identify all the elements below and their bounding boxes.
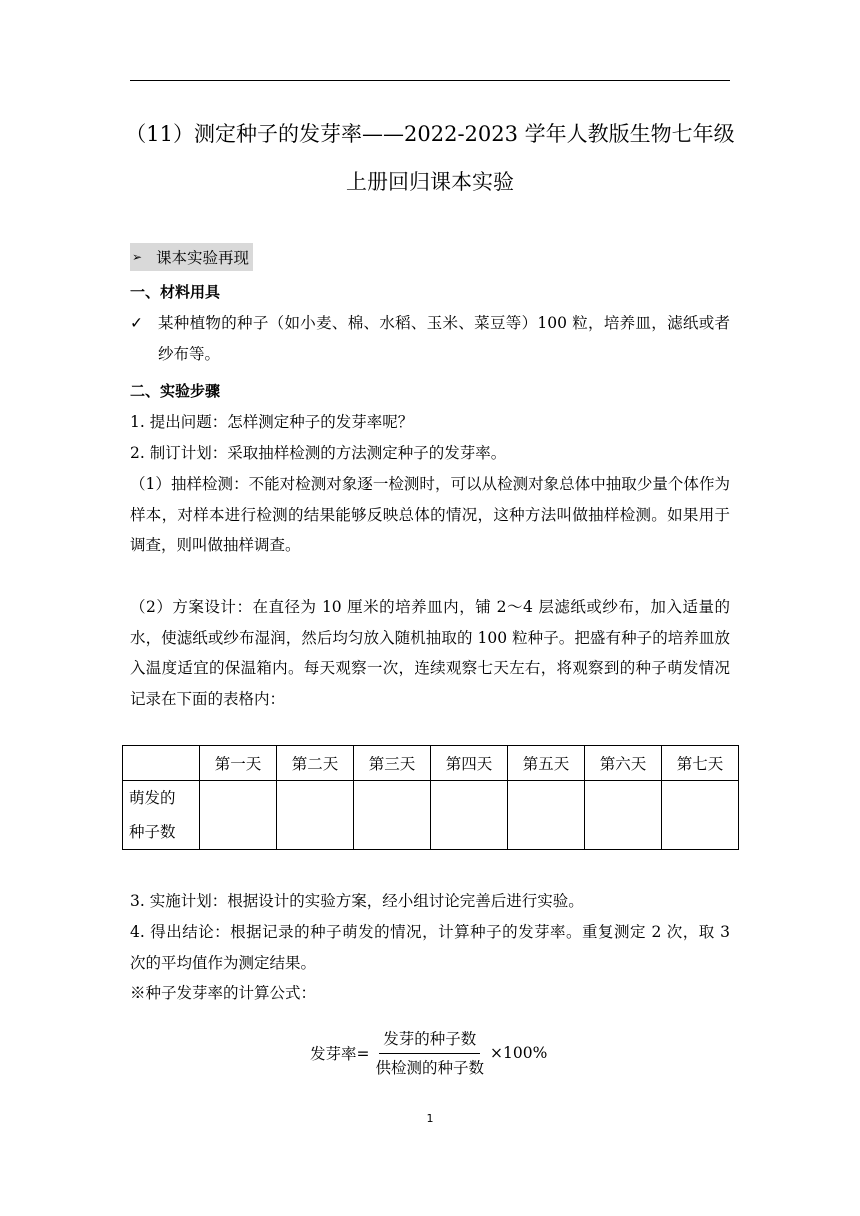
table-header-cell [123,746,200,781]
section-tag-label: 课本实验再现 [156,249,250,267]
table-header-row [123,746,739,781]
materials-heading: 一、材料用具 [130,283,221,301]
formula-lhs: 发芽率= [310,1045,370,1063]
step-1: 1. 提出问题：怎样测定种子的发芽率呢？ [130,413,414,431]
header-rule [130,80,730,81]
table-cell [662,781,739,850]
table-cell [585,781,662,850]
table-header-cell: 第七天 [662,746,739,781]
arrow-right-icon: ➢ [132,250,143,264]
steps-heading: 二、实验步骤 [130,382,221,400]
formula-numerator: 发芽的种子数 [379,1028,480,1054]
step-2: 2. 制订计划：采取抽样检测的方法测定种子的发芽率。 [130,444,507,462]
table-cell [431,781,508,850]
checkmark-icon: ✓ [130,314,143,332]
step-3: 3. 实施计划：根据设计的实验方案，经小组讨论完善后进行实验。 [130,892,584,910]
formula-denominator: 供检测的种子数 [375,1058,485,1077]
germination-formula [310,1023,547,1083]
formula-intro: ※种子发芽率的计算公式： [130,984,317,1002]
materials-item-text: 某种植物的种子（如小麦、棉、水稻、玉米、菜豆等）100 粒，培养皿，滤纸或者纱布等。 [158,314,730,363]
step-4: 4. 得出结论：根据记录的种子萌发的情况，计算种子的发芽率。重复测定 2 次，取 3 次的平均值作为测定结果。 [130,923,730,972]
table-cell [200,781,277,850]
materials-item [130,308,730,369]
table-cell [354,781,431,850]
page-number: 1 [426,1112,434,1125]
section-tag [130,243,253,271]
step-2-sub-2: （2）方案设计：在直径为 10 厘米的培养皿内，铺 2～4 层滤纸或纱布，加入适量的水，使滤纸或纱布湿润，然后均匀放入随机抽取的 100 粒种子。把盛有种子的培养皿放入温度适宜的保温箱内。每天观察一次，连续观察七天左右，将观察到的种子萌发情况记录在下面的表格内： [130,598,730,708]
step-2-sub-1: （1）抽样检测：不能对检测对象逐一检测时，可以从检测对象总体中抽取少量个体作为样本，对样本进行检测的结果能够反映总体的情况，这种方法叫做抽样检测。如果用于调查，则叫做抽样调查。 [130,475,730,554]
table-header-cell: 第六天 [585,746,662,781]
row-label-line-1: 萌发的 [129,789,176,807]
table-header-cell: 第五天 [508,746,585,781]
document-title [120,110,740,206]
table-cell [277,781,354,850]
title-line-1: （11）测定种子的发芽率——2022-2023 学年人教版生物七年级 [125,122,735,146]
table-header-cell: 第二天 [277,746,354,781]
table-cell [508,781,585,850]
table-row [123,781,739,850]
table-header-cell: 第一天 [200,746,277,781]
table-header-cell: 第三天 [354,746,431,781]
observation-table [122,745,739,850]
table-header-cell: 第四天 [431,746,508,781]
formula-rhs: ×100% [490,1044,548,1062]
title-line-2: 上册回归课本实验 [346,170,514,194]
row-label-line-2: 种子数 [129,823,176,841]
row-label-cell [123,781,200,850]
formula-fraction [372,1028,489,1079]
